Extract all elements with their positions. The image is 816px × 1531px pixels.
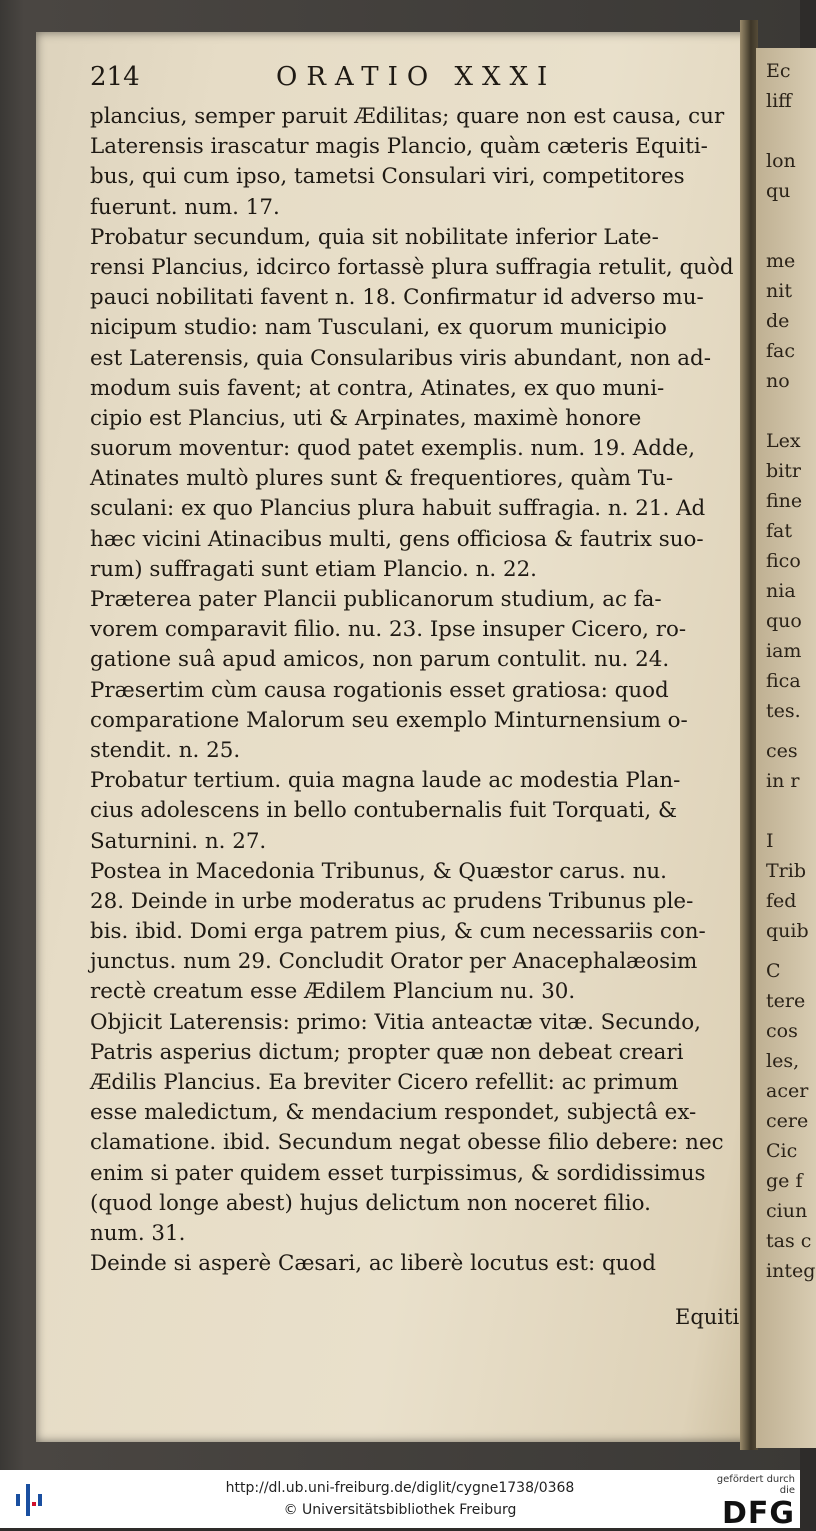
text-line: pauci nobilitati favent n. 18. Confirmatur id adverso mu- (90, 285, 704, 311)
facing-page-fragment: bitr (766, 460, 801, 482)
facing-page-fragment: I (766, 830, 774, 852)
facing-page-fragment: cere (766, 1110, 809, 1132)
facing-page-fragment: fico (766, 550, 801, 572)
dfg-badge (705, 1474, 795, 1531)
text-line: hæc vicini Atinacibus multi, gens officiosa & fautrix suo- (90, 526, 704, 552)
text-line: suorum moventur: quod patet exemplis. num. 19. Adde, (90, 436, 696, 462)
text-line: Objicit Laterensis: primo: Vitia anteactæ vitæ. Secundo, (90, 1009, 701, 1035)
text-line: enim si pater quidem esset turpissimus, & sordidissimus (90, 1160, 706, 1186)
text-line: num. 31. (90, 1220, 186, 1246)
text-line: fuerunt. num. 17. (90, 194, 280, 220)
body-text (90, 102, 740, 1279)
text-line: clamatione. ibid. Secundum negat obesse filio debere: nec (90, 1130, 724, 1156)
text-line: bus, qui cum ipso, tametsi Consulari viri, competitores (90, 164, 685, 190)
text-line: Postea in Macedonia Tribunus, & Quæstor carus. nu. (90, 858, 667, 884)
facing-page-fragment: fine (766, 490, 803, 512)
facing-page-fragment: ciun (766, 1200, 808, 1222)
facing-page-fragment: iam (766, 640, 802, 662)
facing-page-fragment: tere (766, 990, 806, 1012)
facing-page-fragment: cos (766, 1020, 798, 1042)
facing-page-fragment: liff (766, 90, 792, 112)
text-line: stendit. n. 25. (90, 737, 241, 763)
text-line: bis. ibid. Domi erga patrem pius, & cum necessariis con- (90, 919, 706, 945)
facing-page-fragment: ge f (766, 1170, 803, 1192)
text-line: Saturnini. n. 27. (90, 828, 267, 854)
facing-page-fragment: ces (766, 740, 798, 762)
facing-page-fragment: fica (766, 670, 801, 692)
text-line: cius adolescens in bello contubernalis fuit Torquati, & (90, 798, 678, 824)
text-line: Patris asperius dictum; propter quæ non debeat creari (90, 1039, 684, 1065)
text-line: plancius, semper paruit Ædilitas; quare non est causa, cur (90, 104, 725, 129)
text-line: Ædilis Plancius. Ea breviter Cicero refellit: ac primum (90, 1070, 679, 1095)
text-line: rum) suffragati sunt etiam Plancio. n. 22. (90, 556, 537, 582)
facing-page-fragment: in r (766, 770, 800, 792)
text-line: Deinde si asperè Cæsari, ac liberè locutus est: quod (90, 1251, 656, 1277)
text-line: rectè creatum esse Ædilem Plancium nu. 30. (90, 979, 576, 1005)
viewer-footer (0, 1470, 800, 1531)
facing-page-fragment: Lex (766, 430, 801, 452)
text-line: vorem comparavit filio. nu. 23. Ipse insuper Cicero, ro- (90, 617, 687, 643)
text-line: comparatione Malorum seu exemplo Minturnensium o- (90, 707, 688, 733)
facing-page-fragment: fed (766, 890, 797, 912)
running-title: ORATIO XXXI (276, 62, 557, 92)
facing-page-fragment: tas c (766, 1230, 812, 1252)
text-line: modum suis favent; at contra, Atinates, ex quo muni- (90, 375, 665, 401)
copyright-notice: © Universitätsbibliothek Freiburg (283, 1502, 517, 1518)
facing-page-fragment: fat (766, 520, 792, 542)
facing-page-fragment: quib (766, 920, 809, 942)
facing-page-fragment: lon (766, 150, 796, 172)
facing-page-fragment: acer (766, 1080, 809, 1102)
facing-page-fragment: tes. (766, 700, 801, 722)
text-line: Præsertim cùm causa rogationis esset gratiosa: quod (90, 677, 669, 703)
text-line: (quod longe abest) hujus delictum non noceret filio. (90, 1190, 651, 1216)
text-line: cipio est Plancius, uti & Arpinates, maximè honore (90, 405, 642, 431)
text-line: nicipum studio: nam Tusculani, ex quorum municipio (90, 315, 667, 341)
facing-page-fragment: les, (766, 1050, 800, 1072)
facing-page-fragment: me (766, 250, 796, 272)
facing-page-edge (756, 48, 816, 1448)
facing-page-fragment: qu (766, 180, 791, 202)
text-line: junctus. num 29. Concludit Orator per Anacephalæosim (90, 949, 698, 975)
text-line: rensi Plancius, idcirco fortassè plura suffragia retulit, quòd (90, 254, 734, 280)
facing-page-fragment: nit (766, 280, 792, 302)
facing-page-fragment: integ (766, 1260, 816, 1282)
text-line: est Laterensis, quia Consularibus viris abundant, non ad- (90, 345, 711, 371)
page-number: 214 (90, 62, 140, 92)
text-line: Probatur tertium. quia magna laude ac modestia Plan- (90, 768, 681, 794)
text-line: sculani: ex quo Plancius plura habuit suffragia. n. 21. Ad (90, 496, 706, 522)
catchword: Equiti (675, 1305, 740, 1329)
dfg-logo: DFG (721, 1496, 795, 1531)
text-line: Præterea pater Plancii publicanorum studium, ac fa- (90, 587, 662, 612)
text-line: Laterensis irascatur magis Plancio, quàm cæteris Equiti- (90, 134, 708, 160)
funding-note: gefördert durch die (716, 1474, 795, 1496)
facing-page-fragment: Trib (766, 860, 806, 882)
facing-page-fragment: fac (766, 340, 796, 362)
facing-page-fragment: Ec (766, 60, 791, 82)
text-line: 28. Deinde in urbe moderatus ac prudens Tribunus ple- (90, 888, 694, 914)
facing-page-fragment: Cic (766, 1140, 798, 1162)
text-line: esse maledictum, & mendacium respondet, subjectâ ex- (90, 1100, 697, 1126)
facing-page-fragment: nia (766, 580, 796, 602)
facing-page-fragment: C (766, 960, 781, 982)
text-line: Atinates multò plures sunt & frequentiores, quàm Tu- (90, 466, 674, 492)
facing-page-fragment: quo (766, 610, 802, 632)
permalink[interactable]: http://dl.ub.uni-freiburg.de/diglit/cygne1738/0368 (225, 1480, 575, 1496)
text-line: gatione suâ apud amicos, non parum contulit. nu. 24. (90, 647, 670, 673)
text-line: Probatur secundum, quia sit nobilitate inferior Late- (90, 224, 659, 250)
running-head (90, 62, 730, 102)
facing-page-fragment: de (766, 310, 790, 332)
facing-page-fragment: no (766, 370, 790, 392)
